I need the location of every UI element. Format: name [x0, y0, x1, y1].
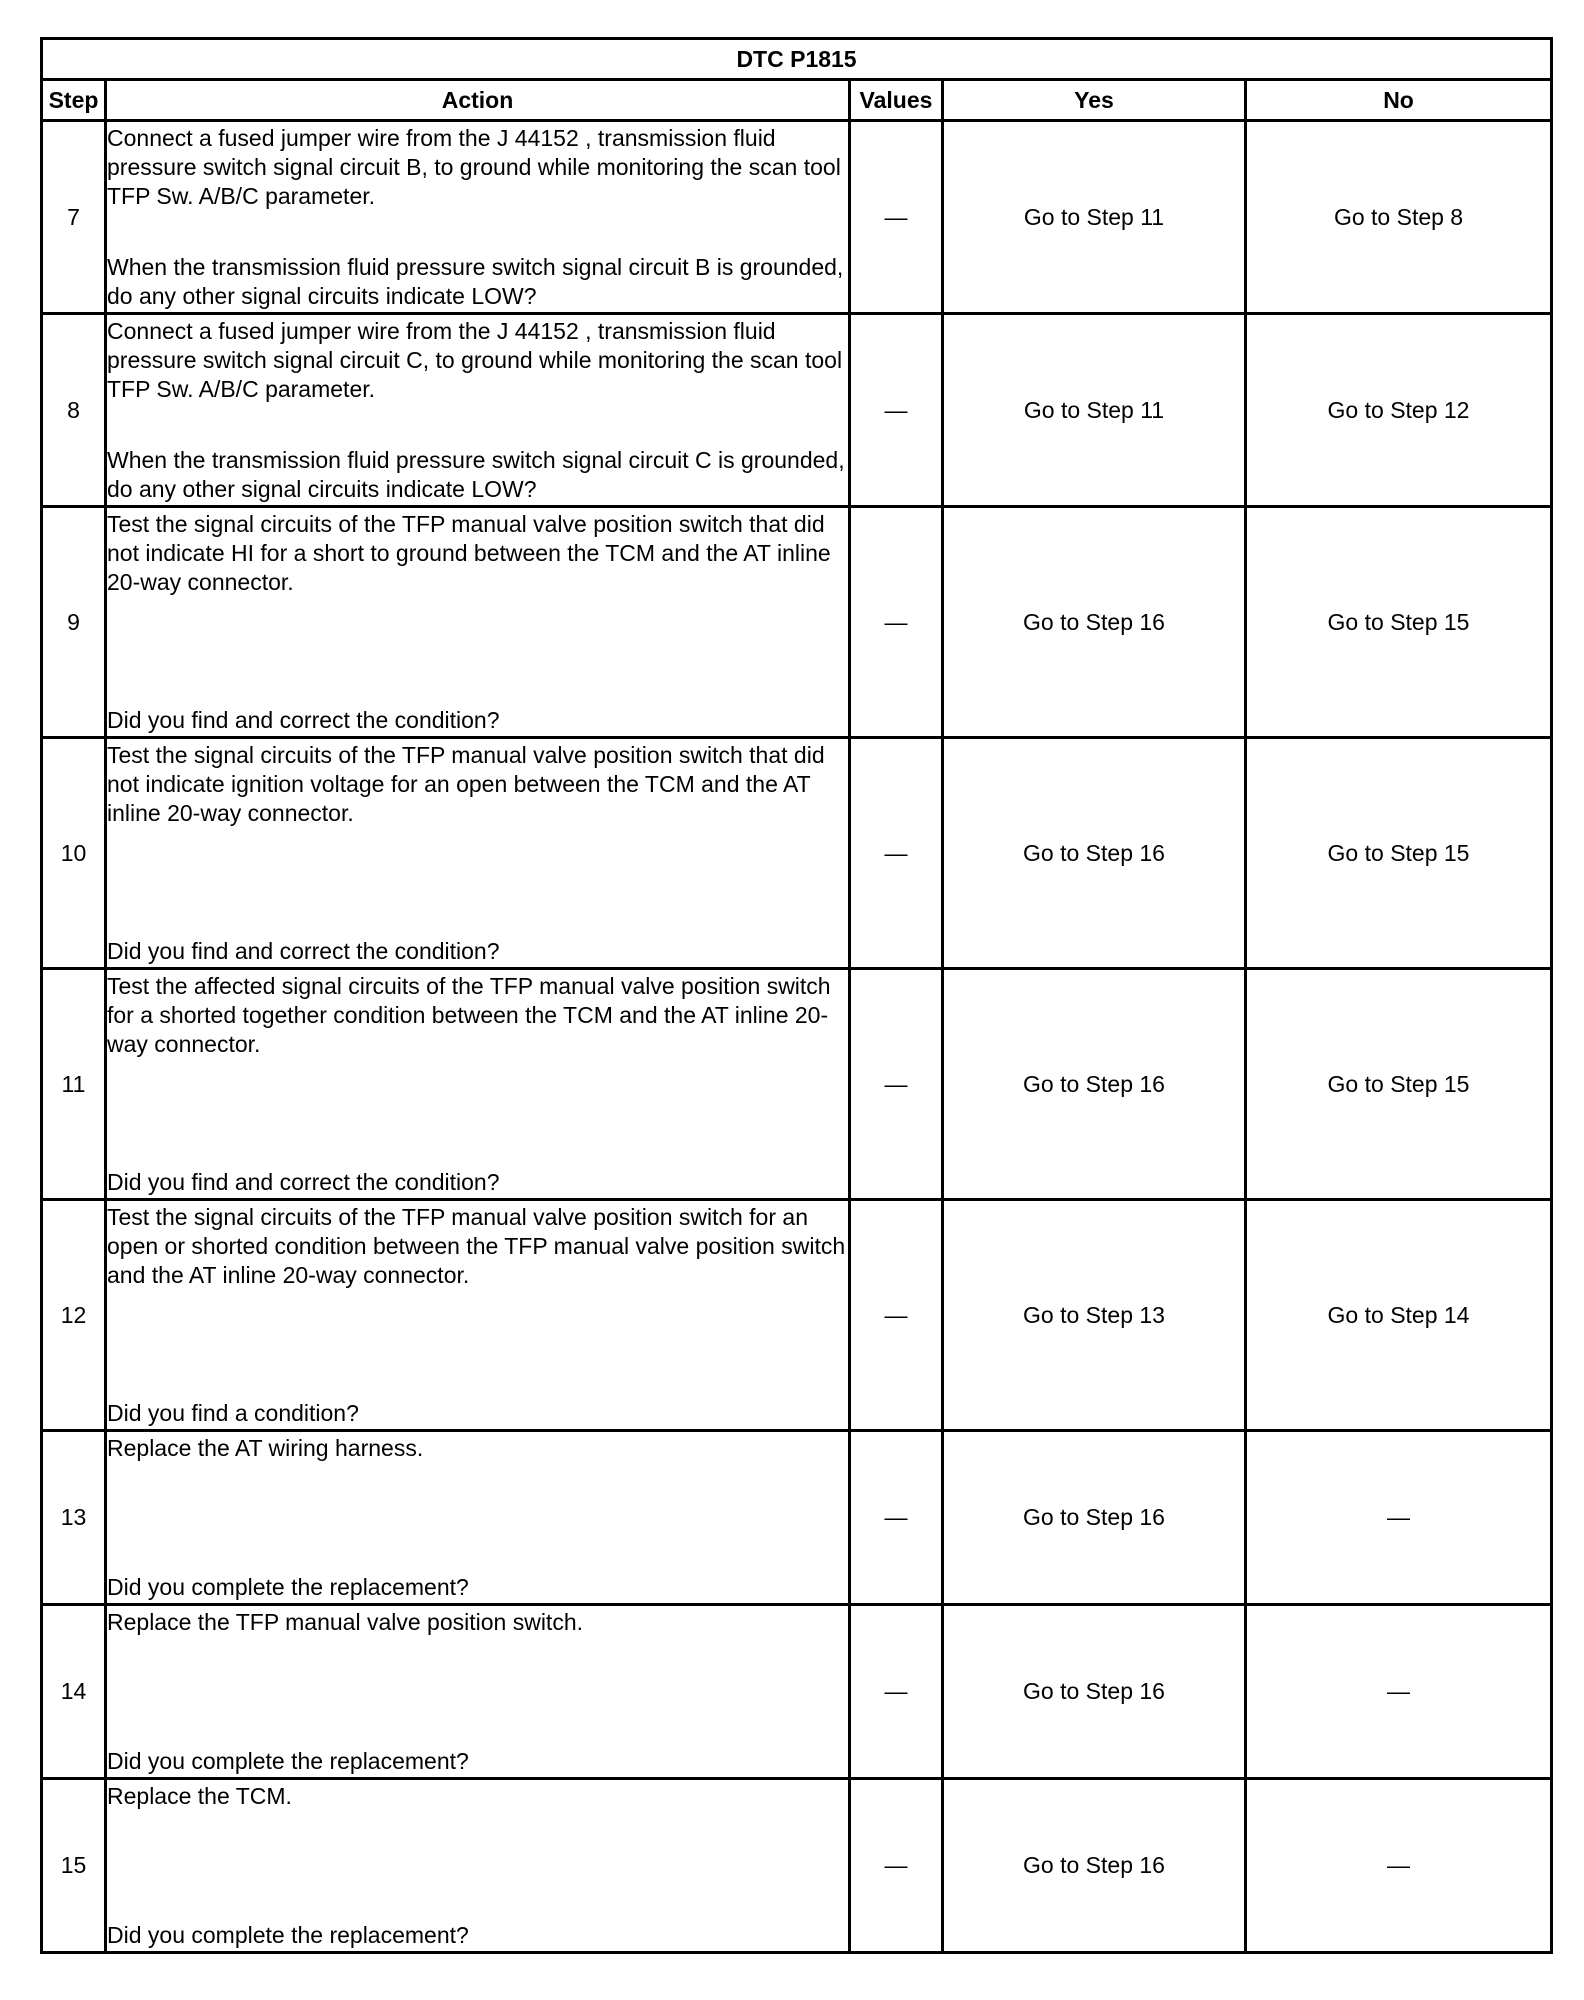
action-text: Connect a fused jumper wire from the J 44152 , transmission fluid pressure switch signal circuit C, to ground while monitoring the scan tool TFP Sw. A/B/C parameter.	[107, 317, 843, 402]
action-cell	[106, 507, 850, 738]
action-text: Replace the TCM.	[107, 1782, 292, 1809]
no-result: —	[1246, 1779, 1552, 1953]
action-cell	[106, 121, 850, 314]
action-question: Did you find and correct the condition?	[107, 1168, 500, 1195]
action-question: Did you complete the replacement?	[107, 1573, 469, 1600]
action-cell	[106, 738, 850, 969]
dtc-table	[40, 37, 1553, 1954]
step-number: 15	[42, 1779, 106, 1953]
action-text: Test the signal circuits of the TFP manual valve position switch for an open or shorted condition between the TFP manual valve position switch and the AT inline 20-way connector.	[107, 1203, 846, 1288]
action-cell	[106, 1431, 850, 1605]
table-row	[42, 1605, 1552, 1779]
no-result: Go to Step 14	[1246, 1200, 1552, 1431]
no-result: Go to Step 8	[1246, 121, 1552, 314]
header-values: Values	[850, 80, 943, 121]
step-number: 9	[42, 507, 106, 738]
values-cell: —	[850, 121, 943, 314]
step-number: 13	[42, 1431, 106, 1605]
values-cell: —	[850, 969, 943, 1200]
yes-result: Go to Step 16	[943, 1605, 1246, 1779]
step-number: 12	[42, 1200, 106, 1431]
step-number: 7	[42, 121, 106, 314]
action-text: Connect a fused jumper wire from the J 44152 , transmission fluid pressure switch signal circuit B, to ground while monitoring the scan tool TFP Sw. A/B/C parameter.	[107, 124, 841, 209]
yes-result: Go to Step 16	[943, 969, 1246, 1200]
yes-result: Go to Step 13	[943, 1200, 1246, 1431]
action-cell	[106, 1779, 850, 1953]
values-cell: —	[850, 314, 943, 507]
action-text: Test the signal circuits of the TFP manual valve position switch that did not indicate HI for a short to ground between the TCM and the AT inline 20-way connector.	[107, 510, 831, 595]
no-result: Go to Step 15	[1246, 507, 1552, 738]
step-number: 14	[42, 1605, 106, 1779]
action-text: Test the affected signal circuits of the TFP manual valve position switch for a shorted together condition between the TCM and the AT inline 20-way connector.	[107, 972, 831, 1057]
action-question: Did you complete the replacement?	[107, 1747, 469, 1774]
yes-result: Go to Step 16	[943, 1431, 1246, 1605]
action-question: When the transmission fluid pressure switch signal circuit C is grounded, do any other signal circuits indicate LOW?	[107, 446, 845, 502]
action-cell	[106, 1605, 850, 1779]
table-row	[42, 969, 1552, 1200]
header-action: Action	[106, 80, 850, 121]
header-no: No	[1246, 80, 1552, 121]
values-cell: —	[850, 738, 943, 969]
action-cell	[106, 314, 850, 507]
yes-result: Go to Step 16	[943, 507, 1246, 738]
table-row	[42, 314, 1552, 507]
action-text: Replace the AT wiring harness.	[107, 1434, 424, 1461]
action-question: Did you find and correct the condition?	[107, 706, 500, 733]
values-cell: —	[850, 1200, 943, 1431]
action-question: Did you find a condition?	[107, 1399, 359, 1426]
header-yes: Yes	[943, 80, 1246, 121]
no-result: Go to Step 15	[1246, 738, 1552, 969]
action-text: Test the signal circuits of the TFP manual valve position switch that did not indicate ignition voltage for an open between the TCM and the AT inline 20-way connector.	[107, 741, 825, 826]
yes-result: Go to Step 11	[943, 314, 1246, 507]
header-step: Step	[42, 80, 106, 121]
values-cell: —	[850, 1431, 943, 1605]
no-result: Go to Step 12	[1246, 314, 1552, 507]
step-number: 8	[42, 314, 106, 507]
table-row	[42, 1779, 1552, 1953]
yes-result: Go to Step 16	[943, 1779, 1246, 1953]
no-result: —	[1246, 1605, 1552, 1779]
step-number: 11	[42, 969, 106, 1200]
yes-result: Go to Step 16	[943, 738, 1246, 969]
action-cell	[106, 969, 850, 1200]
table-row	[42, 507, 1552, 738]
step-number: 10	[42, 738, 106, 969]
no-result: Go to Step 15	[1246, 969, 1552, 1200]
action-question: When the transmission fluid pressure switch signal circuit B is grounded, do any other signal circuits indicate LOW?	[107, 253, 844, 309]
action-text: Replace the TFP manual valve position switch.	[107, 1608, 584, 1635]
table-row	[42, 121, 1552, 314]
values-cell: —	[850, 1779, 943, 1953]
table-title: DTC P1815	[42, 39, 1552, 80]
yes-result: Go to Step 11	[943, 121, 1246, 314]
action-cell	[106, 1200, 850, 1431]
action-question: Did you complete the replacement?	[107, 1921, 469, 1948]
table-row	[42, 738, 1552, 969]
table-row	[42, 1200, 1552, 1431]
action-question: Did you find and correct the condition?	[107, 937, 500, 964]
no-result: —	[1246, 1431, 1552, 1605]
values-cell: —	[850, 507, 943, 738]
table-row	[42, 1431, 1552, 1605]
values-cell: —	[850, 1605, 943, 1779]
